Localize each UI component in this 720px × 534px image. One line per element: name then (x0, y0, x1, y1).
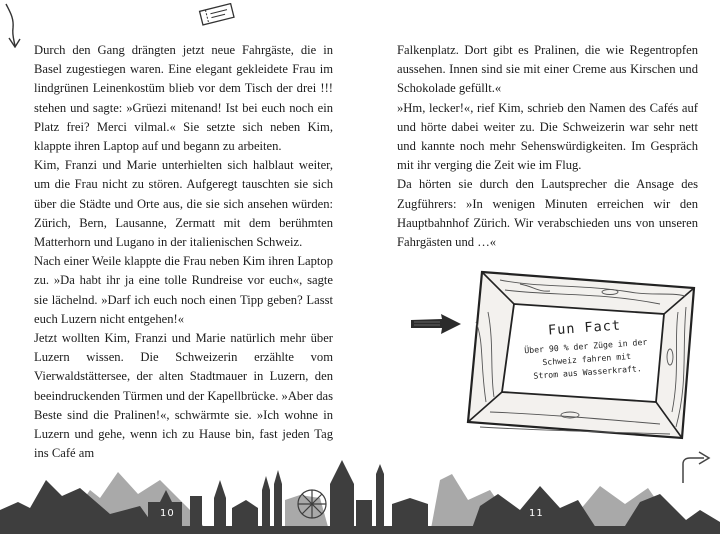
right-page-text (397, 41, 698, 252)
fun-fact-title: Fun Fact (547, 317, 622, 339)
city-skyline-illustration (0, 450, 720, 534)
paragraph: Nach einer Weile klappte die Frau neben Kim ihren Laptop zu. »Da habt ihr ja eine tolle Rundreise vor euch«, sagte sie lächelnd. »Darf ich euch noch einen Tipp geben? Lasst euch Luzern nicht entgehen!« (34, 254, 333, 326)
fun-fact-line: Schweiz fahren mit (542, 350, 632, 368)
fun-fact-line: Strom aus Wasserkraft. (533, 363, 643, 381)
paragraph: Jetzt wollten Kim, Franzi und Marie natürlich mehr über Luzern wissen. Die Schweizerin erzählte vom Vierwaldstättersee, der alten Stadtmauer in Luzern, den beeindruckenden Türmen und der Kapellbrücke. »Aber das Beste sind die Pralinen!«, schwärmte sie. »Ich wohne in Luzern und gehe, wenn ich zu Hause bin, fast jeden Tag ins Café am (34, 331, 333, 461)
paragraph: Falkenplatz. Dort gibt es Pralinen, die wie Regentropfen aussehen. Innen sind sie mit einer Creme aus Kirschen und Schokolade gefüllt.« (397, 43, 698, 96)
right-arrow-icon (410, 313, 462, 335)
paragraph: Da hörten sie durch den Lautsprecher die Ansage des Zugführers: »In wenigen Minuten erreichen wir den Hauptbahnhof Zürich. Wir verabschieden uns von unseren Fahrgästen und …« (397, 177, 698, 250)
fun-fact-box (495, 314, 677, 385)
paragraph: Durch den Gang drängten jetzt neue Fahrgäste, die in Basel zugestiegen waren. Eine elegant gekleidete Frau im lindgrünen Leinenkostüm blieb vor dem Tisch der drei !!! stehen und sagte: »Grüezi mitenand! Ist bei euch noch ein Platz frei? Merci vilmal.« Sie setzte sich neben Kim, klappte ihren Laptop auf und begann zu arbeiten. (34, 43, 333, 154)
fun-fact-line: Über 90 % der Züge in der (523, 336, 648, 356)
paragraph: Kim, Franzi und Marie unterhielten sich halblaut weiter, um die Frau nicht zu stören. Aufgeregt tauschten sie sich über die Städte und Orte aus, die sie sich ansehen würden: Zürich, Bern, Lausanne, Zermatt mit dem berühmten Matterhorn und Lugano in der italienischen Schweiz. (34, 158, 333, 250)
train-ticket-doodle-icon (196, 3, 240, 27)
paragraph: »Hm, lecker!«, rief Kim, schrieb den Namen des Cafés auf und hörte dabei weiter zu. Die Schweizerin war sehr nett und kannte noch mehr Sehenswürdigkeiten. Im Gespräch mit ihr verging die Zeit wie im Flug. (397, 100, 698, 173)
left-page-text (34, 41, 333, 463)
page-number-right: 11 (529, 508, 544, 519)
page-number-left: 10 (160, 508, 175, 519)
down-arrow-doodle-icon (2, 2, 28, 48)
